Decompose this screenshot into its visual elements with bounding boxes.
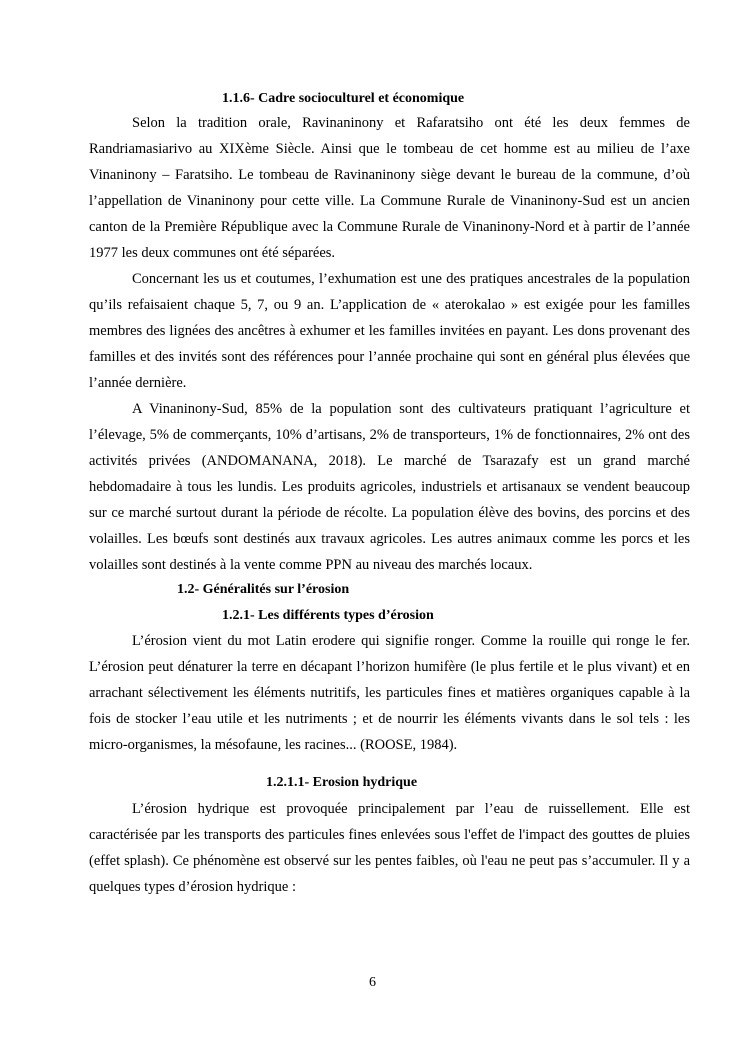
paragraph-us-et-coutumes: Concernant les us et coutumes, l’exhumation est une des pratiques ancestrales de la population qu’ils refaisaient chaque 5, 7, ou 9 an. L’application de « aterokalao » est exigée pour les familles membres des lignées des ancêtres à exhumer et les familles invitées en payant. Les dons provenant des familles et des invités sont des références pour l’année prochaine qui sont en général plus élevées que l’année dernière. — [89, 271, 690, 391]
section-heading-1-1-6: 1.1.6- Cadre socioculturel et économique — [222, 91, 465, 106]
paragraph-economie: A Vinaninony-Sud, 85% de la population sont des cultivateurs pratiquant l’agriculture et l’élevage, 5% de commerçants, 10% d’artisans, 2% de transporteurs, 1% de fonctionnaires, 2% ont des activités privées (ANDOMANANA, 2018). Le marché de Tsarazafy est un grand marché hebdomadaire à tous les lundis. Les produits agricoles, industriels et artisanaux se vendent beaucoup sur ce marché surtout durant la période de récolte. La population élève des bovins, des porcins et des volailles. Les bœufs sont destinés aux travaux agricoles. Les autres animaux comme les porcs et les volailles sont destinés à la vente comme PPN au niveau des marchés locaux. — [89, 401, 690, 573]
page-number: 6 — [369, 975, 376, 990]
paragraph-definition-erosion: L’érosion vient du mot Latin erodere qui signifie ronger. Comme la rouille qui ronge le fer. L’érosion peut dénaturer la terre en décapant l’horizon humifère (le plus fertile et le plus vivant) et en arrachant sélectivement les éléments nutritifs, les particules fines et matières organiques capable à la fois de stocker l’eau utile et les nutriments ; et de nourrir les éléments vivants dans le sol tels : les micro-organismes, la mésofaune, les racines... (ROOSE, 1984). — [89, 633, 690, 753]
paragraph-socioculturel: Selon la tradition orale, Ravinaninony et Rafaratsiho ont été les deux femmes de Randriamasiarivo au XIXème Siècle. Ainsi que le tombeau de cet homme est au milieu de l’axe Vinaninony – Faratsiho. Le tombeau de Ravinaninony siège devant le bureau de la commune, d’où l’appellation de Vinaninony pour cette ville. La Commune Rurale de Vinaninony-Sud est un ancien canton de la Première République avec la Commune Rurale de Vinaninony-Nord et à partir de l’année 1977 les deux communes ont été séparées. — [89, 115, 690, 261]
section-heading-1-2-1: 1.2.1- Les différents types d’érosion — [222, 608, 434, 623]
section-heading-1-2: 1.2- Généralités sur l’érosion — [177, 582, 350, 597]
paragraph-erosion-hydrique: L’érosion hydrique est provoquée principalement par l’eau de ruissellement. Elle est caractérisée par les transports des particules fines enlevées sous l'effet de l'impact des gouttes de pluies (effet splash). Ce phénomène est observé sur les pentes faibles, où l'eau ne peut pas s’accumuler. Il y a quelques types d’érosion hydrique : — [89, 801, 690, 895]
section-heading-1-2-1-1: 1.2.1.1- Erosion hydrique — [266, 775, 418, 790]
